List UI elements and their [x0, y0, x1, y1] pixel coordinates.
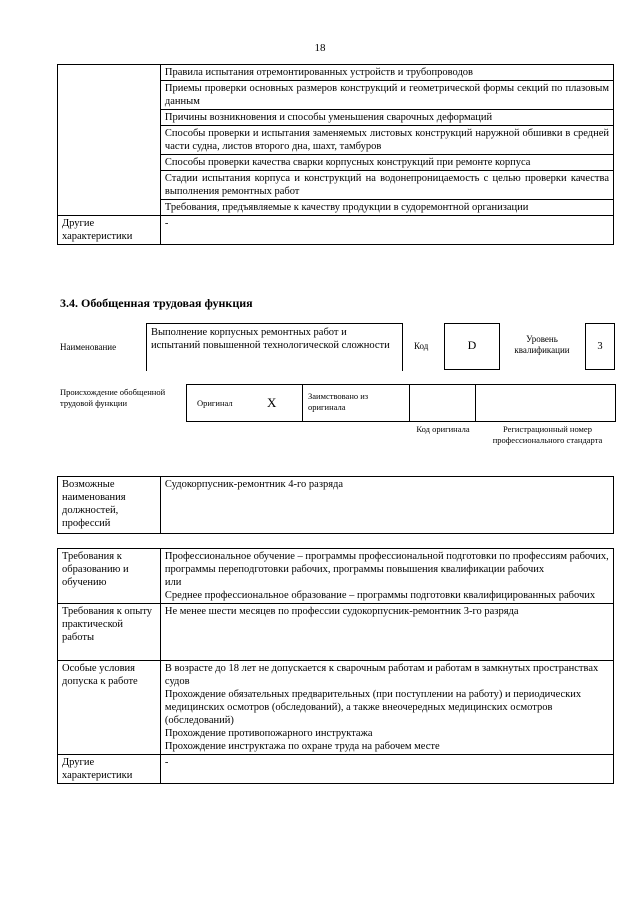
- requirements-table: [57, 548, 614, 784]
- empty-label-cell: [58, 65, 161, 216]
- original-label: Оригинал: [197, 398, 233, 408]
- education-value: [160, 549, 613, 604]
- table-row: [58, 755, 614, 784]
- divider: [475, 385, 476, 421]
- reg-caption: Регистрационный номер профессионального стандарта: [492, 424, 603, 445]
- education-line: или: [164, 577, 182, 588]
- borrowed-label: Заимствовано из оригинала: [308, 391, 369, 412]
- list-item: Правила испытания отремонтированных устройств и трубопроводов: [160, 65, 613, 81]
- positions-label: Возможные наименования должностей, профессий: [58, 477, 161, 534]
- positions-value: Судокорпусник-ремонтник 4-го разряда: [160, 477, 613, 534]
- list-item: Причины возникновения и способы уменьшения сварочных деформаций: [160, 110, 613, 126]
- experience-value: Не менее шести месяцев по профессии судокорпусник-ремонтник 3-го разряда: [160, 604, 613, 661]
- page-number: 18: [314, 42, 326, 54]
- code-caption: Код оригинала: [416, 424, 470, 434]
- other-value: -: [160, 755, 613, 784]
- list-item: Стадии испытания корпуса и конструкций на водонепроницаемость с целью проверки качества выполнения ремонтных работ: [160, 171, 613, 200]
- code-value: D: [467, 338, 477, 352]
- table-row: [58, 549, 614, 604]
- list-item: Требования, предъявляемые к качеству продукции в судоремонтной организации: [160, 200, 613, 216]
- table-row: [58, 661, 614, 755]
- other-value: -: [160, 216, 613, 245]
- admission-line: Прохождение противопожарного инструктажа: [164, 728, 373, 739]
- list-item: Способы проверки качества сварки корпусных конструкций при ремонте корпуса: [160, 155, 613, 171]
- other-label: Другие характеристики: [58, 216, 161, 245]
- experience-label: Требования к опыту практической работы: [58, 604, 161, 661]
- level-label: Уровень квалификации: [514, 334, 570, 355]
- admission-line: В возрасте до 18 лет не допускается к сварочным работам и работам в замкнутых пространствах судов: [164, 663, 599, 687]
- admission-label: Особые условия допуска к работе: [58, 661, 161, 755]
- positions-table: [57, 476, 614, 534]
- admission-line: Прохождение инструктажа по охране труда на рабочем месте: [164, 741, 440, 752]
- code-label: Код: [414, 341, 429, 351]
- education-line: Профессиональное обучение – программы профессиональной подготовки по профессиям рабочих, программы переподготовки рабочих, программы повышения квалификации рабочих: [164, 551, 609, 575]
- origin-label: Происхождение обобщенной трудовой функции: [60, 387, 166, 408]
- table-row: [58, 216, 614, 245]
- list-item: Приемы проверки основных размеров конструкций и геометрической формы секций по плазовым данным: [160, 81, 613, 110]
- list-item: Способы проверки и испытания заменяемых листовых конструкций наружной обшивки в средней части судна, листов второго дна, шахт, тамбуров: [160, 126, 613, 155]
- divider: [302, 385, 303, 421]
- admission-value: [160, 661, 613, 755]
- section-title: 3.4. Обобщенная трудовая функция: [60, 296, 253, 310]
- level-value: 3: [597, 341, 603, 352]
- original-mark: X: [267, 395, 277, 410]
- divider: [409, 385, 410, 421]
- level-value-box: [585, 323, 615, 370]
- table-row: [58, 477, 614, 534]
- top-table: [57, 64, 614, 245]
- other-label: Другие характеристики: [58, 755, 161, 784]
- table-row: [58, 65, 614, 81]
- education-line: Среднее профессиональное образование – программы подготовки квалифицированных рабочих: [164, 590, 596, 601]
- name-value-text: Выполнение корпусных ремонтных работ и испытаний повышенной технологической сложности: [151, 327, 390, 351]
- admission-line: Прохождение обязательных предварительных (при поступлении на работу) и периодических медицинских осмотров (обследований), а также внеочередных медицинских осмотров (обследований): [164, 689, 582, 726]
- code-value-box: [444, 323, 500, 370]
- education-label: Требования к образованию и обучению: [58, 549, 161, 604]
- table-row: [58, 604, 614, 661]
- name-value: [146, 323, 403, 371]
- origin-box: [186, 384, 616, 422]
- name-label: Наименование: [60, 342, 117, 352]
